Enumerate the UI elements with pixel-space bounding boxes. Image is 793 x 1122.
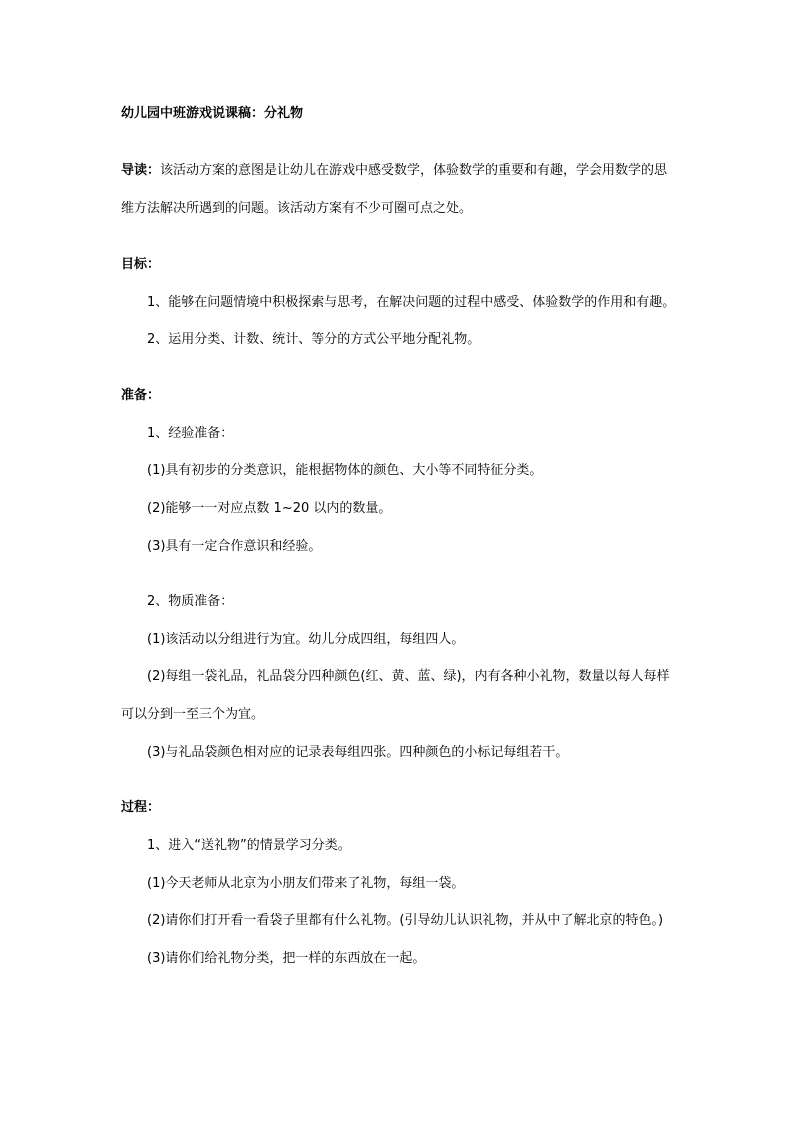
intro-text-1: 该活动方案的意图是让幼儿在游戏中感受数学，体验数学的重要和有趣，学会用数学的思 bbox=[160, 163, 668, 178]
material-prep-title: 2、物质准备： bbox=[147, 594, 234, 609]
goal-item-1: 1、能够在问题情境中积极探索与思考，在解决问题的过程中感受、体验数学的作用和有趣。 bbox=[147, 295, 676, 310]
process-step-1-item-1: (1)今天老师从北京为小朋友们带来了礼物，每组一袋。 bbox=[147, 876, 465, 891]
goals-heading: 目标： bbox=[121, 257, 161, 272]
intro-line-1 bbox=[121, 163, 667, 179]
experience-item-3: (3)具有一定合作意识和经验。 bbox=[147, 539, 322, 554]
material-item-2-line-2: 可以分到一至三个为宜。 bbox=[121, 707, 265, 722]
material-item-2-line-1: (2)每组一袋礼品，礼品袋分四种颜色(红、黄、蓝、绿)，内有各种小礼物，数量以每人每样 bbox=[147, 669, 670, 684]
process-heading: 过程： bbox=[121, 800, 161, 815]
intro-label: 导读： bbox=[121, 163, 161, 178]
experience-prep-title: 1、经验准备： bbox=[147, 426, 234, 441]
experience-item-2: (2)能够一一对应点数 1~20 以内的数量。 bbox=[147, 501, 392, 516]
goal-item-2: 2、运用分类、计数、统计、等分的方式公平地分配礼物。 bbox=[147, 332, 481, 347]
preparation-heading: 准备： bbox=[121, 388, 161, 403]
process-step-1-item-2: (2)请你们打开看一看袋子里都有什么礼物。(引导幼儿认识礼物，并从中了解北京的特色。) bbox=[147, 913, 664, 928]
material-item-3: (3)与礼品袋颜色相对应的记录表每组四张。四种颜色的小标记每组若干。 bbox=[147, 745, 569, 760]
experience-item-1: (1)具有初步的分类意识，能根据物体的颜色、大小等不同特征分类。 bbox=[147, 463, 543, 478]
process-step-1-item-3: (3)请你们给礼物分类，把一样的东西放在一起。 bbox=[147, 951, 426, 966]
document-title: 幼儿园中班游戏说课稿：分礼物 bbox=[121, 106, 304, 121]
process-step-1-title: 1、进入“送礼物”的情景学习分类。 bbox=[147, 838, 351, 853]
material-item-1: (1)该活动以分组进行为宜。幼儿分成四组，每组四人。 bbox=[147, 632, 465, 647]
intro-line-2: 维方法解决所遇到的问题。该活动方案有不少可圈可点之处。 bbox=[121, 201, 473, 216]
